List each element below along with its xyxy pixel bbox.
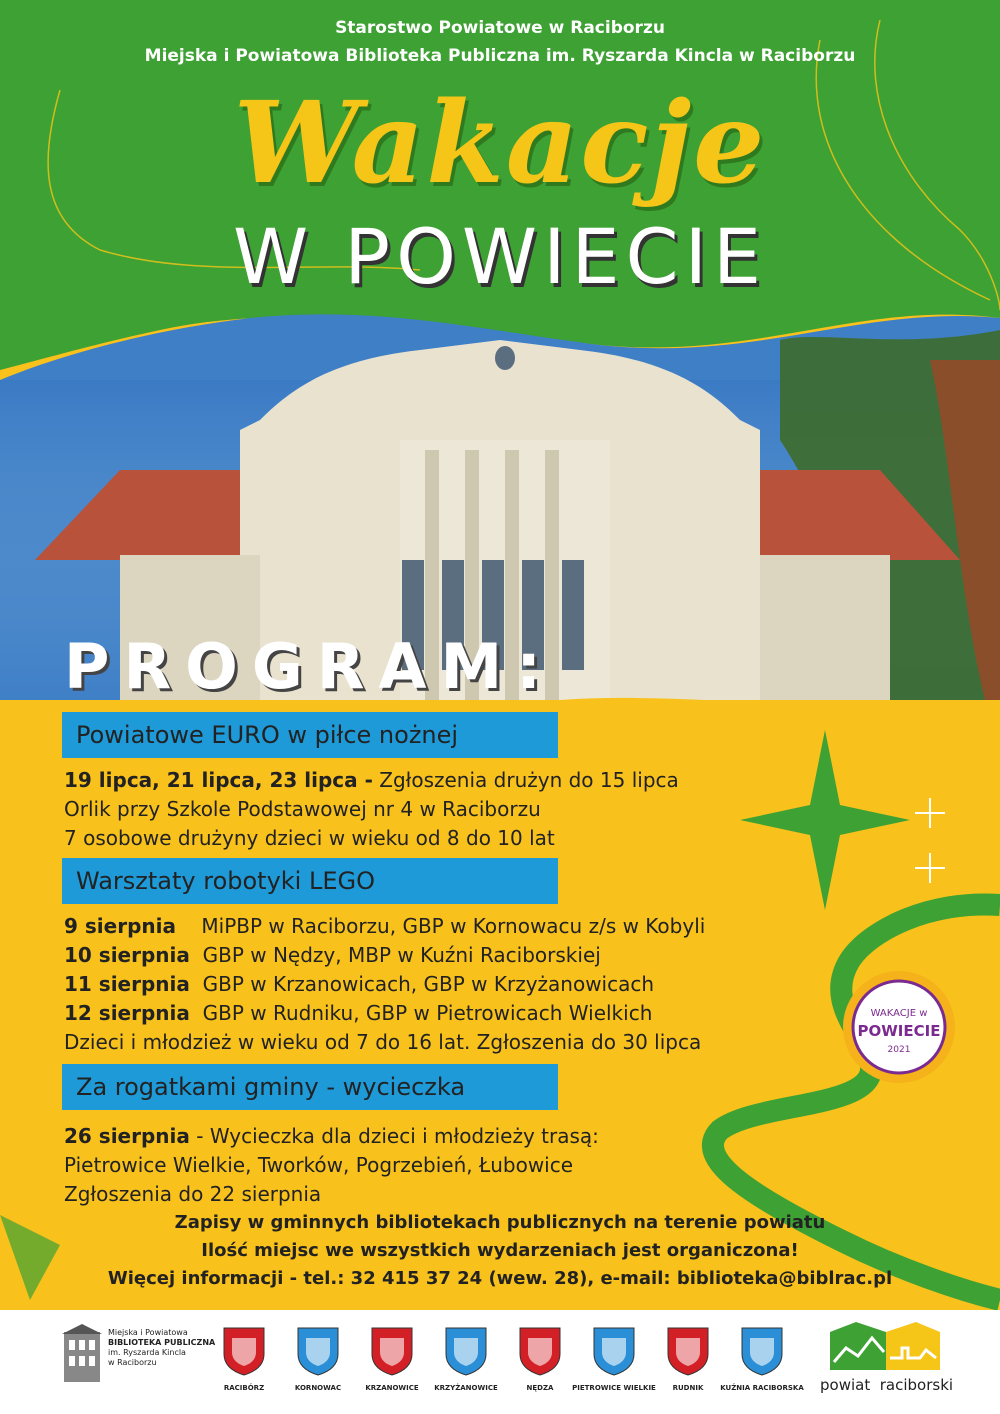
- footer-line-2: Ilość miejsc we wszystkich wydarzeniach jest organiczona!: [201, 1240, 799, 1261]
- organizer-line-2: Miejska i Powiatowa Biblioteka Publiczna im. Ryszarda Kincla w Raciborzu: [144, 46, 856, 66]
- crest-label: KUŹNIA RACIBORSKA: [720, 1384, 804, 1392]
- section-line: Orlik przy Szkole Podstawowej nr 4 w Raciborzu: [64, 797, 541, 821]
- library-logo-text: Miejska i Powiatowa BIBLIOTEKA PUBLICZNA im. Ryszarda Kincla w Raciborzu: [108, 1328, 216, 1367]
- footer-line-3: Więcej informacji - tel.: 32 415 37 24 (wew. 28), e-mail: biblioteka@biblrac.pl: [107, 1268, 893, 1289]
- section-title-lego: Warsztaty robotyki LEGO: [62, 858, 558, 904]
- crest-label: KRZYŻANOWICE: [434, 1384, 498, 1392]
- section-line: 11 sierpnia GBP w Krzanowicach, GBP w Krzyżanowicach: [64, 972, 655, 996]
- powiat-raciborski-logo: [826, 1318, 944, 1376]
- crest-label: NĘDZA: [526, 1384, 554, 1392]
- crest-label: RACIBÓRZ: [223, 1384, 265, 1392]
- crest-icon: [518, 1326, 562, 1376]
- section-line: 26 sierpnia - Wycieczka dla dzieci i młodzieży trasą:: [64, 1124, 599, 1148]
- library-building-icon: [60, 1322, 104, 1384]
- crest-icon: [444, 1326, 488, 1376]
- organizer-line-1: Starostwo Powiatowe w Raciborzu: [335, 18, 665, 38]
- svg-text:WAKACJE w: WAKACJE w: [870, 1008, 928, 1019]
- section-line: 9 sierpnia MiPBP w Raciborzu, GBP w Kornowacu z/s w Kobyli: [64, 914, 706, 938]
- crest-label: KORNOWAC: [294, 1384, 342, 1392]
- svg-text:POWIECIE: POWIECIE: [857, 1022, 941, 1040]
- section-line: Zgłoszenia do 22 sierpnia: [64, 1182, 322, 1206]
- section-line: Dzieci i młodzież w wieku od 7 do 16 lat. Zgłoszenia do 30 lipca: [64, 1030, 702, 1054]
- program-heading: PROGRAM:: [64, 630, 555, 703]
- crest-label: KRZANOWICE: [365, 1384, 419, 1392]
- crest-icon: [592, 1326, 636, 1376]
- crest-icon: [740, 1326, 784, 1376]
- title-script: Wakacje: [233, 78, 767, 209]
- section-title-trip: Za rogatkami gminy - wycieczka: [62, 1064, 558, 1110]
- crest-icon: [666, 1326, 710, 1376]
- svg-text:2021: 2021: [887, 1045, 911, 1055]
- wakacje-badge-logo: [838, 966, 960, 1088]
- crest-label: RUDNIK: [672, 1384, 704, 1392]
- section-line: 19 lipca, 21 lipca, 23 lipca - Zgłoszenia drużyn do 15 lipca: [64, 768, 679, 792]
- section-line: 10 sierpnia GBP w Nędzy, MBP w Kuźni Raciborskiej: [64, 943, 601, 967]
- crest-icon: [370, 1326, 414, 1376]
- crest-label: PIETROWICE WIELKIE: [572, 1384, 656, 1392]
- section-line: 7 osobowe drużyny dzieci w wieku od 8 do 10 lat: [64, 826, 555, 850]
- crest-icon: [296, 1326, 340, 1376]
- footer-line-1: Zapisy w gminnych bibliotekach publicznych na terenie powiatu: [174, 1212, 826, 1233]
- section-line: Pietrowice Wielkie, Tworków, Pogrzebień, Łubowice: [64, 1153, 574, 1177]
- section-line: 12 sierpnia GBP w Rudniku, GBP w Pietrowicach Wielkich: [64, 1001, 653, 1025]
- crest-icon: [222, 1326, 266, 1376]
- title-subtitle: W POWIECIE: [232, 212, 768, 301]
- section-title-euro: Powiatowe EURO w piłce nożnej: [62, 712, 558, 758]
- powiat-logo-text: powiat raciborski: [820, 1376, 954, 1394]
